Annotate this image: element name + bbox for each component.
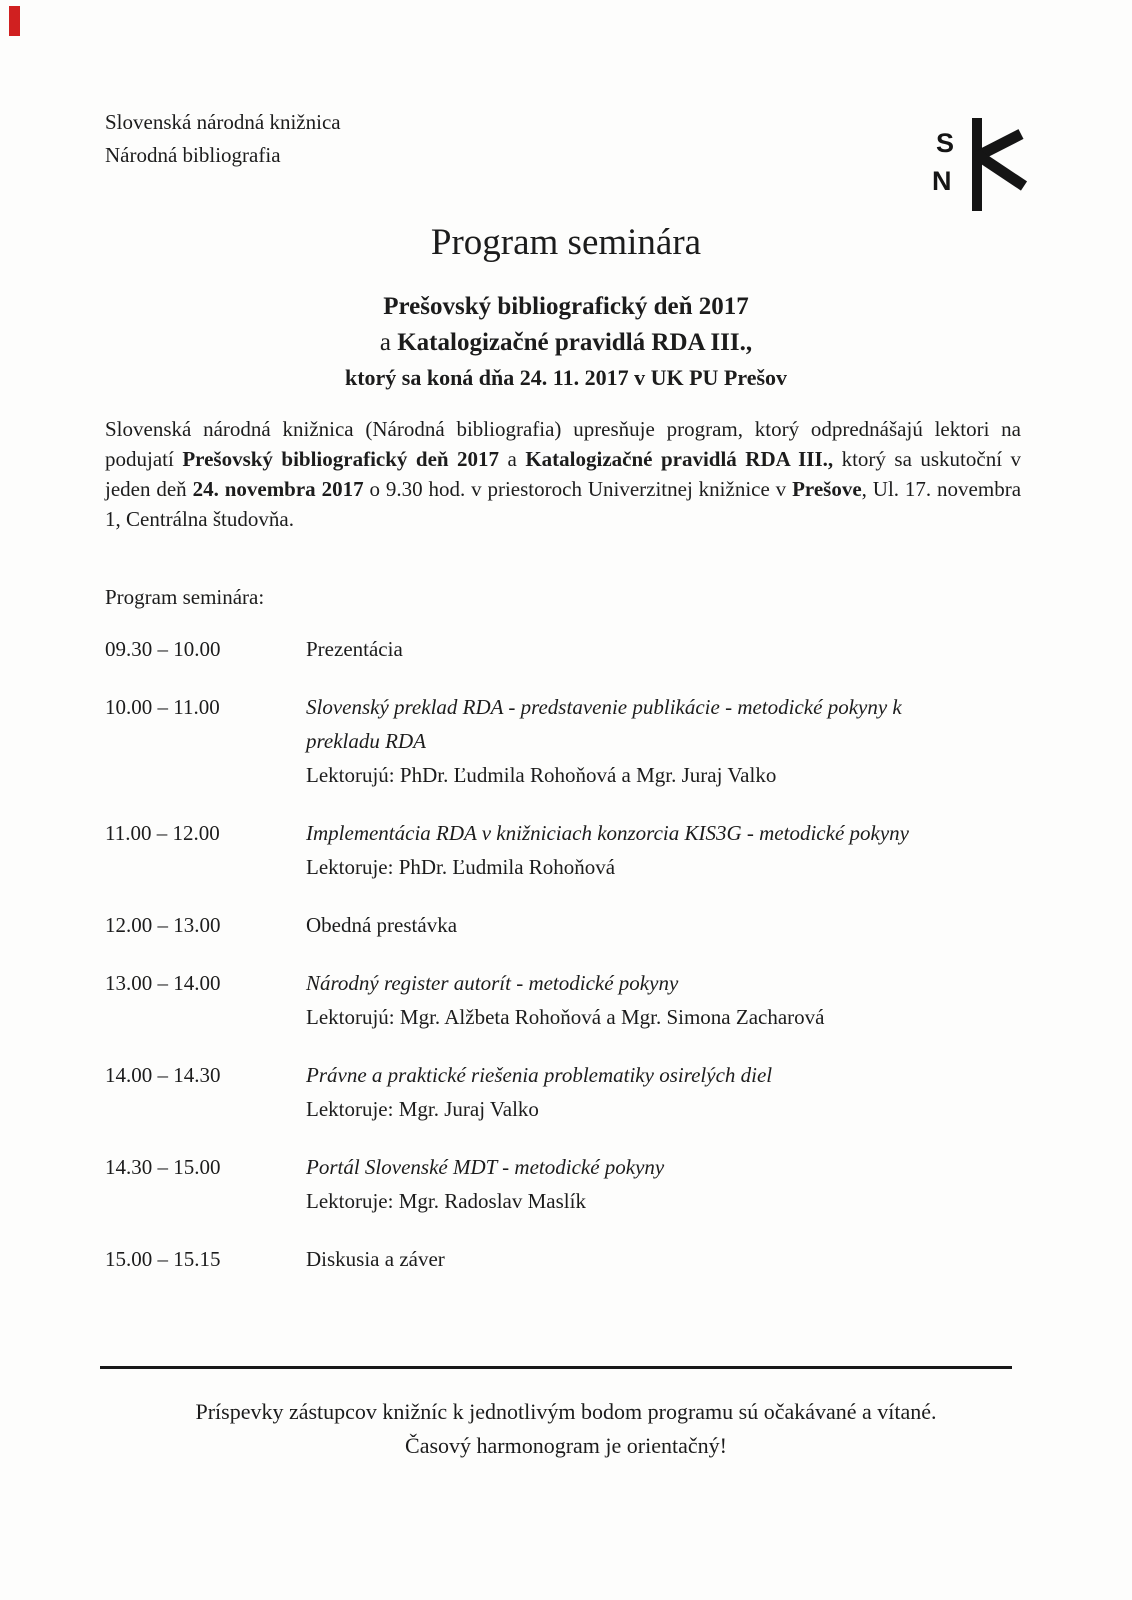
organization-header	[105, 106, 341, 172]
intro-bold-text: Prešove	[792, 477, 862, 501]
intro-paragraph	[105, 414, 1021, 534]
schedule-time: 12.00 – 13.00	[105, 913, 221, 937]
horizontal-rule	[100, 1366, 1012, 1369]
schedule-lecturer: Lektoruje: Mgr. Juraj Valko	[306, 1097, 539, 1121]
intro-text: Slovenská národná knižnica (Národná bibliografia) upresňuje program, ktorý odprednášajú lektori na podujatí	[105, 417, 1021, 471]
schedule-row	[105, 1058, 1021, 1126]
page-title: Program seminára	[430, 222, 702, 263]
logo-letter-s: S	[936, 128, 955, 158]
schedule-list	[105, 632, 1021, 1300]
organization-department: Národná bibliografia	[105, 143, 281, 167]
schedule-description	[306, 966, 1021, 1034]
schedule-lecturer: Lektorujú: Mgr. Alžbeta Rohoňová a Mgr. Simona Zacharová	[306, 1005, 825, 1029]
schedule-session-title: Diskusia a záver	[306, 1247, 445, 1271]
schedule-description	[306, 816, 1021, 884]
schedule-description	[306, 1150, 1021, 1218]
scan-artifact-red-mark	[9, 6, 20, 36]
schedule-description	[306, 690, 1021, 792]
intro-text: o 9.30 hod. v priestoroch Univerzitnej knižnice v	[363, 477, 793, 501]
schedule-row	[105, 1242, 1021, 1276]
intro-bold-text: 24. novembra 2017	[192, 477, 364, 501]
footer-note	[0, 1395, 1132, 1463]
subtitle-line3: ktorý sa koná dňa 24. 11. 2017 v UK PU Prešov	[344, 365, 788, 390]
schedule-time: 13.00 – 14.00	[105, 971, 221, 995]
schedule-row	[105, 908, 1021, 942]
schedule-description	[306, 632, 1021, 666]
intro-text: a	[499, 447, 526, 471]
schedule-session-title: Implementácia RDA v knižniciach konzorcia KIS3G - metodické pokyny	[306, 821, 909, 845]
schedule-row	[105, 816, 1021, 884]
footer-line1: Príspevky zástupcov knižníc k jednotlivým bodom programu sú očakávané a vítané.	[195, 1399, 937, 1424]
schedule-session-title: Právne a praktické riešenia problematiky osirelých diel	[306, 1063, 773, 1087]
subtitle-block	[0, 289, 1132, 395]
schedule-session-title: Prezentácia	[306, 637, 403, 661]
subtitle-line1: Prešovský bibliografický deň 2017	[383, 293, 749, 320]
schedule-row	[105, 632, 1021, 666]
schedule-lecturer: Lektoruje: Mgr. Radoslav Maslík	[306, 1189, 586, 1213]
snk-logo-icon	[928, 110, 1032, 218]
schedule-description	[306, 908, 1021, 942]
subtitle-line2-bold: Katalogizačné pravidlá RDA III.,	[397, 329, 753, 356]
schedule-row	[105, 966, 1021, 1034]
schedule-session-title: Národný register autorít - metodické pokyny	[306, 971, 679, 995]
schedule-session-title: Slovenský preklad RDA - predstavenie publikácie - metodické pokyny k prekladu RDA	[306, 695, 902, 753]
schedule-session-title: Obedná prestávka	[306, 913, 458, 937]
schedule-description	[306, 1058, 1021, 1126]
schedule-lecturer: Lektoruje: PhDr. Ľudmila Rohoňová	[306, 855, 616, 879]
intro-bold-text: Katalogizačné pravidlá RDA III.,	[525, 447, 834, 471]
schedule-row	[105, 690, 1021, 792]
intro-text: , Ul. 17. novembra 1, Centrálna študovňa.	[105, 477, 1022, 531]
schedule-label: Program seminára:	[105, 585, 265, 609]
schedule-time: 14.00 – 14.30	[105, 1063, 221, 1087]
schedule-row	[105, 1150, 1021, 1218]
logo-letter-n: N	[932, 166, 952, 196]
schedule-time: 14.30 – 15.00	[105, 1155, 221, 1179]
schedule-time: 11.00 – 12.00	[105, 821, 220, 845]
schedule-session-title: Portál Slovenské MDT - metodické pokyny	[306, 1155, 665, 1179]
intro-bold-text: Prešovský bibliografický deň 2017	[182, 447, 500, 471]
organization-name: Slovenská národná knižnica	[105, 110, 341, 134]
schedule-lecturer: Lektorujú: PhDr. Ľudmila Rohoňová a Mgr. Juraj Valko	[306, 763, 777, 787]
schedule-time: 10.00 – 11.00	[105, 695, 220, 719]
schedule-time: 09.30 – 10.00	[105, 637, 221, 661]
footer-line2: Časový harmonogram je orientačný!	[405, 1433, 727, 1458]
schedule-time: 15.00 – 15.15	[105, 1247, 221, 1271]
subtitle-line2	[0, 325, 1132, 361]
subtitle-line2-prefix: a	[379, 329, 398, 356]
schedule-description	[306, 1242, 1021, 1276]
intro-text: ktorý sa uskutoční v jeden deň	[105, 447, 1022, 501]
